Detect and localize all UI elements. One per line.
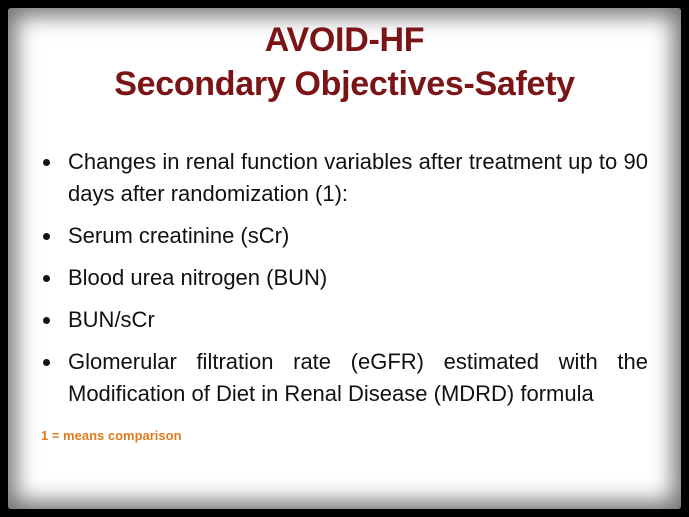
bullet-item bbox=[38, 220, 648, 252]
slide-title bbox=[8, 18, 681, 106]
bullet-item bbox=[38, 146, 648, 210]
bullet-dot-icon bbox=[43, 159, 50, 166]
bullet-text: Changes in renal function variables after treatment up to 90 days after randomization (1): bbox=[68, 149, 648, 206]
bullet-list bbox=[38, 146, 648, 420]
bullet-text: Blood urea nitrogen (BUN) bbox=[68, 265, 328, 290]
title-line-1: AVOID-HF bbox=[264, 21, 425, 59]
footnote: 1 = means comparison bbox=[41, 428, 182, 443]
bullet-text: BUN/sCr bbox=[68, 307, 155, 332]
bullet-dot-icon bbox=[43, 233, 50, 240]
bullet-dot-icon bbox=[43, 359, 50, 366]
bullet-dot-icon bbox=[43, 275, 50, 282]
bullet-text: Glomerular filtration rate (eGFR) estimated with the Modification of Diet in Renal Disease (MDRD) formula bbox=[68, 349, 648, 406]
bullet-item bbox=[38, 262, 648, 294]
bullet-dot-icon bbox=[43, 317, 50, 324]
bullet-text: Serum creatinine (sCr) bbox=[68, 223, 290, 248]
bullet-item bbox=[38, 304, 648, 336]
title-line-2: Secondary Objectives-Safety bbox=[114, 65, 575, 103]
slide bbox=[8, 8, 681, 509]
bullet-item bbox=[38, 346, 648, 410]
